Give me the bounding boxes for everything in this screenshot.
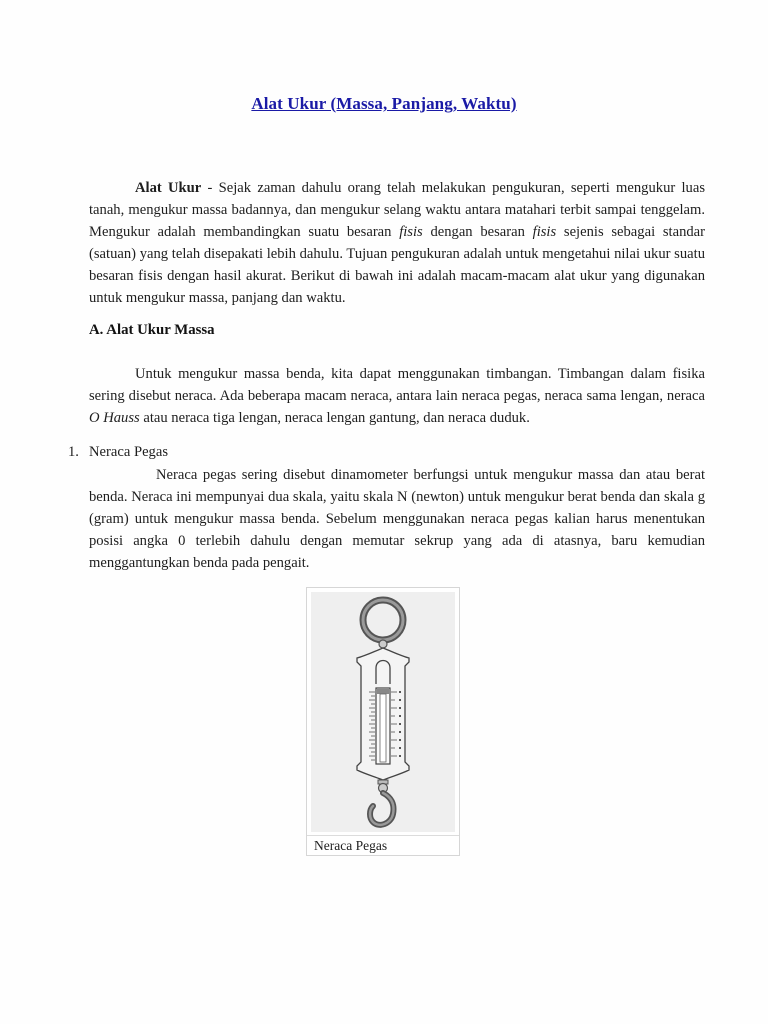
list-item-neraca-pegas [68,444,168,461]
section-heading-massa: A. Alat Ukur Massa [89,322,215,338]
intro-text-3: sejenis sebagai standar (satuan) yang telah disepakati lebih dahulu. Tujuan pengukuran adalah untuk mengetahui nilai ukur suatu besaran fisis dengan hasil akurat. Berikut di bawah ini adalah macam-macam alat ukur yang digunakan untuk mengukur massa, panjang dan waktu. [89,224,705,306]
figure-neraca-pegas [306,587,460,856]
section-a-text-1: Untuk mengukur massa benda, kita dapat menggunakan timbangan. Timbangan dalam fisika sering disebut neraca. Ada beberapa macam neraca, antara lain neraca pegas, neraca sama lengan, neraca [89,366,705,404]
spring-balance-image [311,592,455,832]
intro-lead-term: Alat Ukur [135,180,202,196]
spring-balance-icon [311,592,455,832]
intro-italic-2: fisis [532,224,557,240]
list-number: 1. [68,444,79,460]
section-a-text-2: atau neraca tiga lengan, neraca lengan gantung, dan neraca duduk. [139,410,530,426]
neraca-pegas-body: Neraca pegas sering disebut dinamometer berfungsi untuk mengukur massa dan atau berat benda. Neraca ini mempunyai dua skala, yaitu skala N (newton) untuk mengukur berat benda dan skala g (gram) untuk mengukur massa benda. Sebelum menggunakan neraca pegas kalian harus menentukan posisi angka 0 terlebih dahulu dengan memutar sekrup yang ada di atasnya, baru kemudian menggantungkan benda pada pengait. [89,467,705,571]
section-a-paragraph [89,363,705,429]
intro-text-1: - Sejak zaman dahulu orang telah melakukan pengukuran, seperti mengukur luas tanah, mengukur massa badannya, dan mengukur selang waktu antara matahari terbit sampai tenggelam. Mengukur adalah membandingkan suatu besaran [89,180,705,240]
caption-divider [307,835,459,836]
intro-text-2: dengan besaran [422,224,533,240]
list-label: Neraca Pegas [89,444,169,460]
intro-italic-1: fisis [399,224,423,240]
neraca-pegas-paragraph [89,464,705,574]
intro-paragraph [89,177,705,309]
section-a-italic-1: O Hauss [89,410,140,426]
document-title-link[interactable]: Alat Ukur (Massa, Panjang, Waktu) [251,94,517,113]
figure-caption: Neraca Pegas [314,838,388,853]
